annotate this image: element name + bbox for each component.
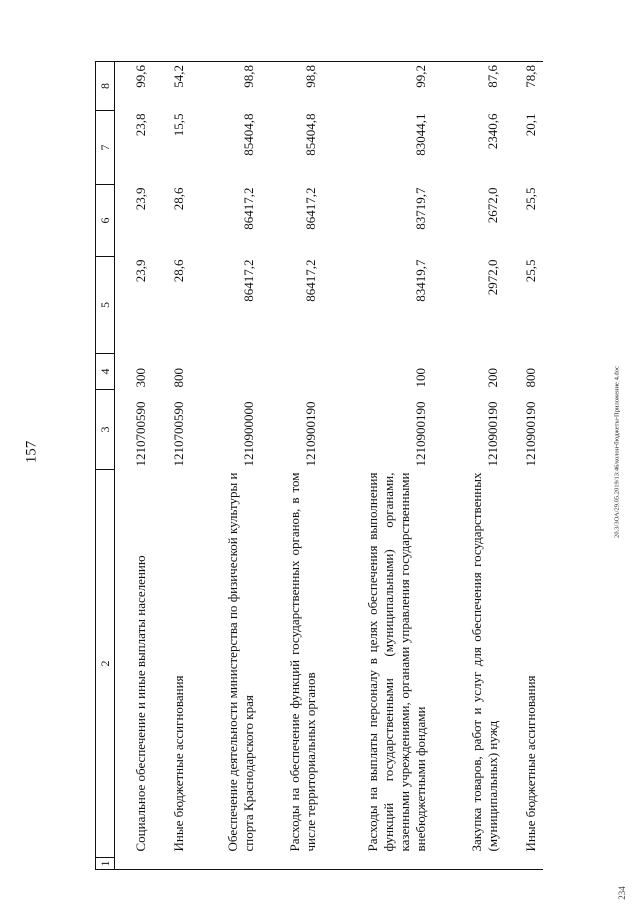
header-cell-1: 1	[96, 858, 115, 870]
row-code: 1210700590	[132, 401, 148, 467]
row-value-8: 54,2	[153, 62, 191, 111]
row-value-5: 86417,2	[240, 259, 256, 302]
budget-table	[95, 61, 543, 870]
row-value-5: 2972,0	[484, 259, 500, 296]
row-code: 1210900190	[484, 401, 500, 467]
row-code: 1210900190	[302, 401, 318, 467]
row-vr: 200	[484, 368, 500, 388]
table-row	[261, 62, 323, 870]
header-cell-7: 7	[96, 111, 115, 185]
table-row	[505, 62, 543, 870]
rotated-table-stage	[95, 62, 545, 870]
page-number: 157	[23, 440, 40, 464]
row-name: Иные бюджетные ассигнования	[522, 675, 538, 852]
header-cell-2: 2	[96, 470, 115, 858]
corner-page-mark: 234	[617, 886, 627, 900]
row-value-7: 83044,1	[412, 113, 428, 156]
header-cell-6: 6	[96, 185, 115, 257]
row-value-6: 86417,2	[240, 187, 256, 230]
table-row	[191, 62, 261, 870]
row-value-8: 99,6	[115, 62, 153, 111]
row-code: 1210900000	[240, 401, 256, 467]
row-value-5: 28,6	[170, 259, 186, 283]
row-vr: 800	[522, 368, 538, 388]
row-vr: 800	[170, 368, 186, 388]
row-value-8: 98,8	[261, 62, 323, 111]
row-value-7: 2340,6	[484, 113, 500, 150]
row-name: Расходы на выплаты персоналу в целях обеспечения выполнения функций государственными (муниципальными) органами, казенными учреждениями, органами управления государственными внебюджетными фондами	[364, 472, 428, 852]
row-value-8: 78,8	[505, 62, 543, 111]
table-row	[433, 62, 505, 870]
table-row	[153, 62, 191, 870]
row-value-8: 99,2	[323, 62, 433, 111]
row-value-6: 25,5	[522, 187, 538, 211]
row-value-5: 83419,7	[412, 259, 428, 302]
row-code: 1210900190	[522, 401, 538, 467]
row-value-5: 86417,2	[302, 259, 318, 302]
table-header-row	[96, 62, 115, 870]
row-value-7: 23,8	[132, 113, 148, 137]
header-cell-3: 3	[96, 390, 115, 470]
row-value-7: 85404,8	[240, 113, 256, 156]
row-code: 1210900190	[412, 401, 428, 467]
header-cell-8: 8	[96, 62, 115, 111]
row-value-7: 20,1	[522, 113, 538, 137]
row-value-6: 23,9	[132, 187, 148, 211]
row-vr	[191, 354, 261, 390]
row-value-6: 2672,0	[484, 187, 500, 224]
row-value-6: 83719,7	[412, 187, 428, 230]
row-value-5: 25,5	[522, 259, 538, 283]
row-value-7: 85404,8	[302, 113, 318, 156]
header-cell-5: 5	[96, 257, 115, 354]
row-value-5: 23,9	[132, 259, 148, 283]
row-vr: 100	[412, 368, 428, 388]
header-cell-4: 4	[96, 354, 115, 390]
row-vr: 300	[132, 368, 148, 388]
table-row	[115, 62, 153, 870]
row-value-8: 98,8	[191, 62, 261, 111]
row-name: Социальное обеспечение и иные выплаты населению	[132, 555, 148, 852]
file-path-note: 20.3/3ОА/29.05.2019/13:46/колон-бюджеты-Приложение 4.doc	[613, 366, 621, 538]
row-name: Расходы на обеспечение функций государственных органов, в том числе территориальных органов	[286, 472, 318, 852]
row-value-6: 28,6	[170, 187, 186, 211]
row-name: Закупка товаров, работ и услуг для обеспечения государственных (муниципальных) нужд	[468, 472, 500, 852]
table-row	[323, 62, 433, 870]
row-name: Обеспечение деятельности министерства по физической культуры и спорта Краснодарского края	[224, 472, 256, 852]
row-vr	[261, 354, 323, 390]
row-name: Иные бюджетные ассигнования	[170, 675, 186, 852]
row-value-8: 87,6	[433, 62, 505, 111]
row-code: 1210700590	[170, 401, 186, 467]
row-value-6: 86417,2	[302, 187, 318, 230]
row-value-7: 15,5	[170, 113, 186, 137]
